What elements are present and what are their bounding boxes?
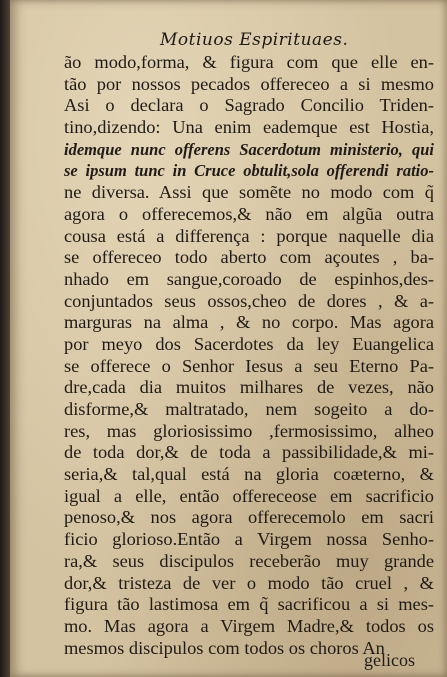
text-line: figura tão lastimosa em q̃ sacrificou a si mes- bbox=[64, 594, 434, 615]
text-line: ficio glorioso.Então a Virgem nossa Senho- bbox=[64, 529, 434, 550]
text-line: por meyo dos Sacerdotes da ley Euangelica bbox=[64, 333, 434, 354]
text-line: disforme,& maltratado, nem sogeito a do- bbox=[64, 399, 434, 419]
running-title: Motiuos Espirituaes. bbox=[160, 30, 349, 50]
text-line: penoso,& nos agora offerecemolo em sacri bbox=[64, 507, 434, 528]
text-line: res, mas gloriosissimo ,fermosissimo, alheo bbox=[64, 420, 434, 441]
text-line: se offereceo todo aberto com açoutes , ba- bbox=[64, 247, 434, 268]
text-line: cousa está a differença : porque naquelle dia bbox=[64, 225, 434, 246]
catchword: gelicos bbox=[364, 650, 415, 670]
text-line-latin: tino,dizendo: Una enim eademque est Hostia, bbox=[64, 117, 434, 138]
text-line: ão modo,forma, & figura com que elle en- bbox=[64, 52, 434, 72]
text-line-latin: idemque nunc offerens Sacerdotum ministerio, qui bbox=[64, 139, 434, 159]
text-line: ra,& seus discipulos receberão muy grande bbox=[64, 550, 434, 571]
text-line: Asi o declara o Sagrado Concilio Triden- bbox=[64, 95, 434, 116]
text-line: agora o offerecemos,& não em algũa outra bbox=[64, 203, 434, 224]
text-line: ne diversa. Assi que somẽte no modo com q̃ bbox=[64, 182, 434, 203]
text-line-latin: se ipsum tunc in Cruce obtulit,sola offerendi ratio- bbox=[64, 161, 434, 181]
text-block bbox=[64, 52, 434, 659]
text-line: nhado em sangue,coroado de espinhos,des- bbox=[64, 268, 434, 289]
text-line: marguras na alma , & no corpo. Mas agora bbox=[64, 312, 434, 333]
book-page bbox=[10, 0, 447, 677]
text-line: dre,cada dia muitos milhares de vezes, não bbox=[64, 377, 434, 398]
text-line: igual a elle, então offereceose em sacrificio bbox=[64, 485, 434, 506]
text-line: de toda dor,& de toda a passibilidade,& mi- bbox=[64, 442, 434, 463]
text-line: mesmos discipulos com todos os choros An bbox=[64, 637, 385, 658]
text-line: se offerece o Senhor Iesus a seu Eterno Pa- bbox=[64, 355, 434, 376]
text-line: mo. Mas agora a Virgem Madre,& todos os bbox=[64, 615, 434, 636]
text-line: conjuntados seus ossos,cheo de dores , & a- bbox=[64, 290, 434, 311]
text-line: dor,& tristeza de ver o modo tão cruel , & bbox=[64, 572, 434, 593]
text-line: seria,& tal,qual está na gloria coæterno, & bbox=[64, 464, 434, 485]
text-line: tão por nossos pecados offereceo a si mesmo bbox=[64, 73, 434, 94]
